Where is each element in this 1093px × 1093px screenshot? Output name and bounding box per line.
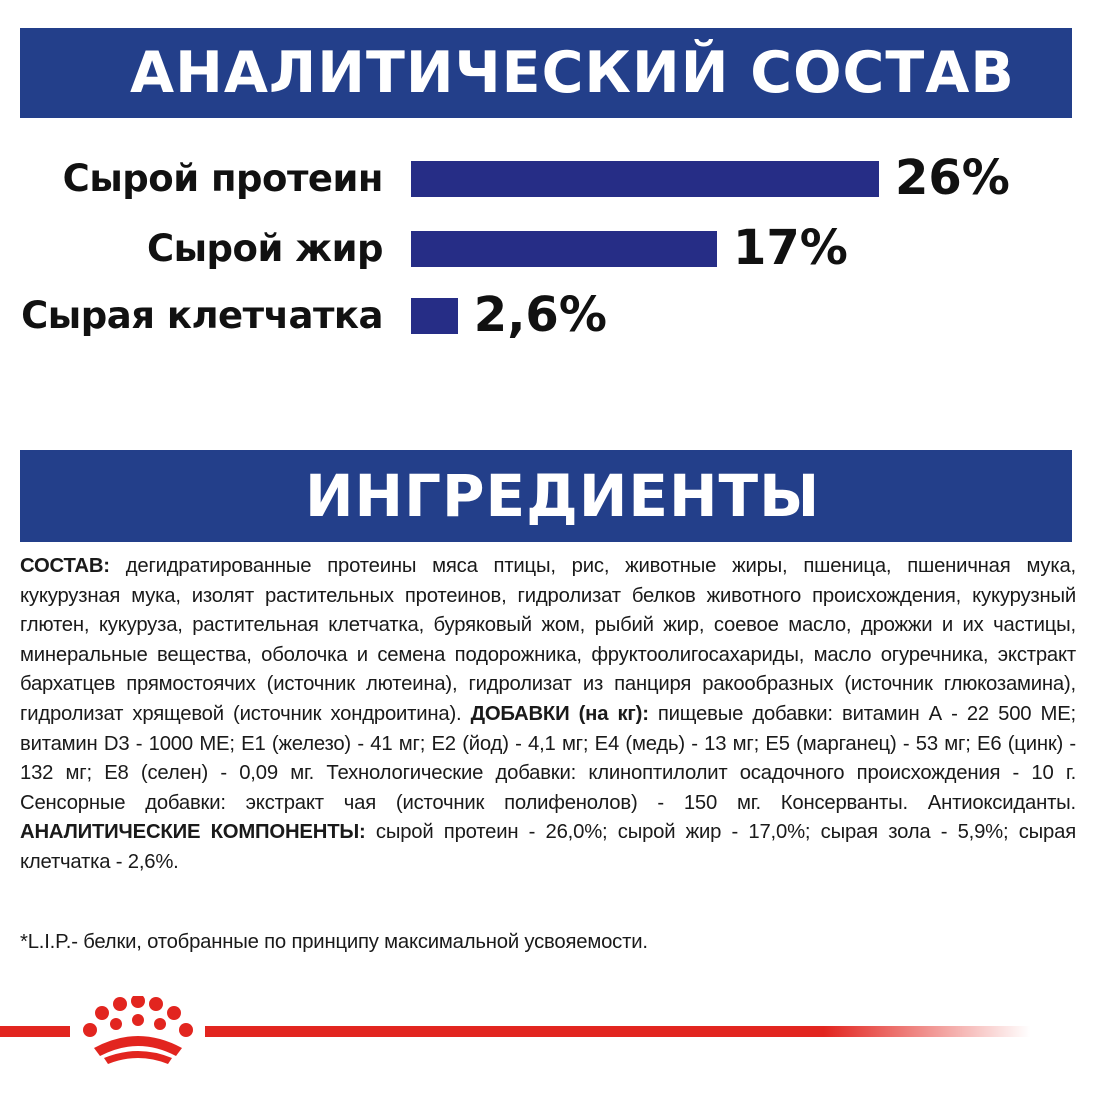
analytical-label: АНАЛИТИЧЕСКИЕ КОМПОНЕНТЫ: [20,821,366,844]
nutrient-label: Сырая клетчатка [21,293,383,337]
brand-stripe-left [0,1026,70,1037]
analysis-title-banner [20,28,1072,118]
nutrient-value: 2,6% [473,287,607,343]
brand-stripe-right [205,1026,1030,1037]
nutrient-value: 26% [895,150,1010,206]
composition-text: дегидратированные протеины мяса птицы, рис, животные жиры, пшеница, пшеничная мука, кукурузная мука, изолят растительных протеинов, гидролизат белков животного происхождения, кукурузный глютен, кукуруза, растительная клетчатка, буряковый жом, рыбий жир, соевое масло, дрожжи и их частицы, минеральные вещества, оболочка и семена подорожника, фруктоолигосахариды, масло огуречника, экстракт бархатцев прямостоячих (источник лютеина), гидролизат из панциря ракообразных (источник глюкозамина), гидролизат хрящевой (источник хондроитина). [20,555,1076,725]
analysis-title: АНАЛИТИЧЕСКИЙ СОСТАВ [130,40,1015,106]
footnote: *L.I.P.- белки, отобранные по принципу максимальной усвояемости. [20,931,648,953]
ingredients-title-banner [20,450,1072,542]
nutrient-bar [411,231,717,267]
nutrient-row-protein [0,148,1093,208]
nutrient-bar [411,298,458,334]
ingredients-title: ИНГРЕДИЕНТЫ [305,462,821,530]
nutrient-label: Сырой протеин [62,156,383,200]
nutrient-row-fiber [0,285,1093,345]
ingredients-text [20,552,1076,878]
nutrient-value: 17% [733,220,848,276]
nutrient-bar [411,161,879,197]
nutrient-row-fat [0,218,1093,278]
nutrient-label: Сырой жир [146,226,383,270]
composition-label: СОСТАВ: [20,555,110,577]
additives-label: ДОБАВКИ (на кг): [470,702,649,725]
analytical-text: сырой протеин - 26,0%; сырой жир - 17,0%; сырая зола - 5,9%; сырая клетчатка - 2,6%. [20,821,1076,873]
royal-canin-crown-icon [76,996,200,1066]
additives-text: пищевые добавки: витамин А - 22 500 МЕ; витамин D3 - 1000 МЕ; Е1 (железо) - 41 мг; Е2 (йод) - 4,1 мг; Е4 (медь) - 13 мг; Е5 (марганец) - 53 мг; Е6 (цинк) - 132 мг; Е8 (селен) - 0,09 мг. Технологические добавки: клиноптилолит осадочного происхождения - 10 г. Сенсорные добавки: экстракт чая (источник полифенолов) - 150 мг. Консерванты. Антиоксиданты. [20,702,1076,814]
